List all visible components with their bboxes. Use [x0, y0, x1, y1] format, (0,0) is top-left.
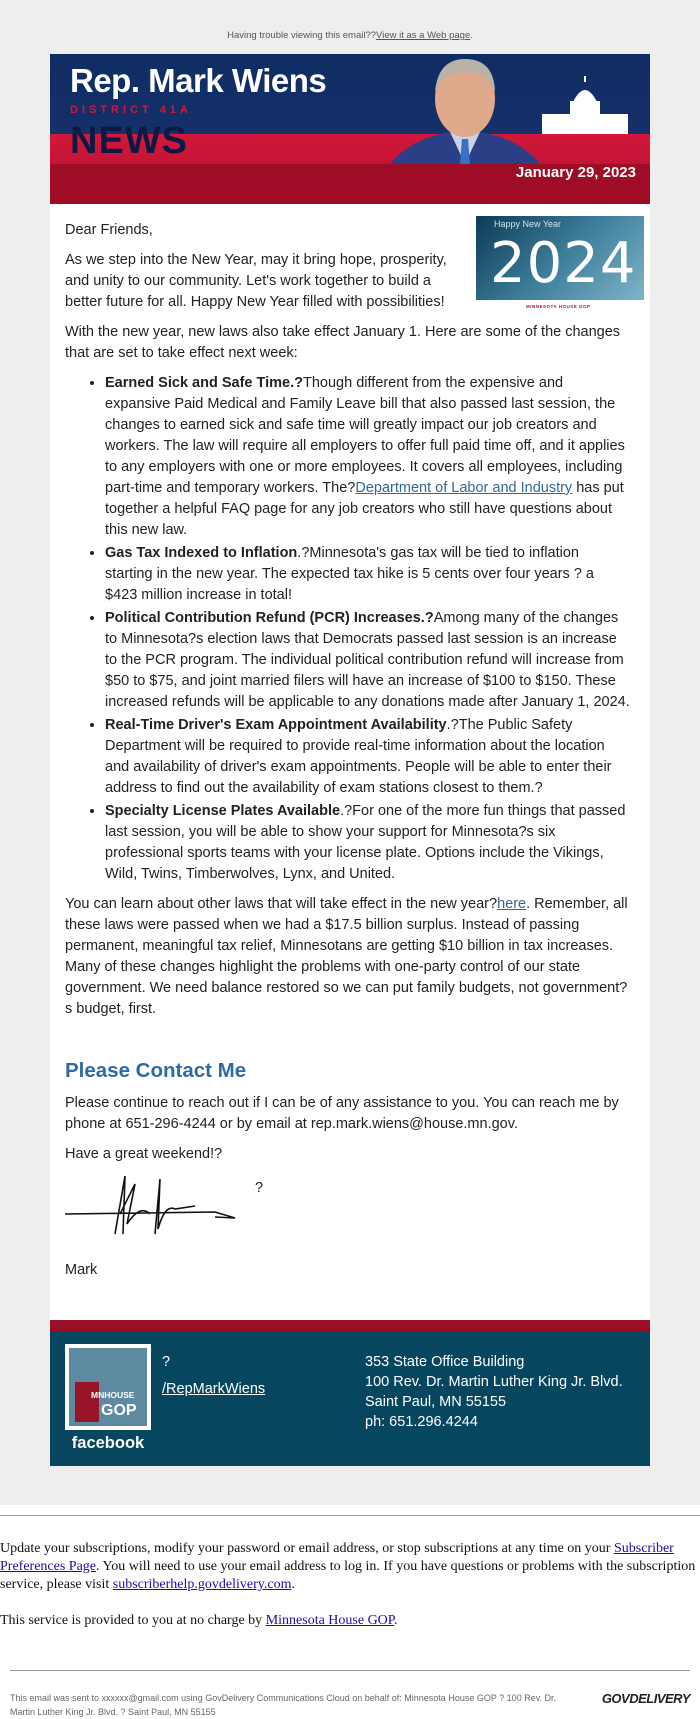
facebook-icon: facebook	[71, 1434, 145, 1452]
list-item: • Political Contribution Refund (PCR) Increases.?Among many of the changes to Minnesota?s election laws that Democrats passed last session is an increase to the PCR program. The individual political contribution refund will increase from $50 to $75, and joint married filers will have an increase of $100 to $150. These increased refunds will be applicable to any donations made after January 1, 2024.	[105, 608, 630, 713]
facebook-link[interactable]: /RepMarkWiens	[162, 1381, 266, 1397]
subscriber-preferences-link[interactable]: Subscriber Preferences Page	[0, 1541, 674, 1574]
web-page-link[interactable]: View it as a Web page	[376, 30, 471, 41]
view-online-bar: Having trouble viewing this email??View it as a Web page.	[227, 30, 473, 41]
dli-link[interactable]: Department of Labor and Industry	[355, 480, 573, 496]
subscription-notice: Update your subscriptions, modify your password or email address, or stop subscriptions at any time on your Subscriber Preferences Page. You will need to use your email address to log in. If you have questions or problems with the subscription service, please visit subscriberhelp.govdelivery.com. This service is provided to you at no charge by Minnesota House GOP.	[0, 1515, 700, 1630]
contact-paragraph: Please continue to reach out if I can be of any assistance to you. You can reach me by phone at 651-296-4244 or by email at rep.mark.wiens@house.mn.gov.	[65, 1095, 619, 1132]
contact-footer: MNHOUSE GOP facebook ? /RepMarkWiens 353 State Office Building 100 Rev. Dr. Martin Luther King Jr. Blvd. Saint Paul, MN 55155 ph: 651.296.4244	[50, 1331, 650, 1466]
district: DISTRICT 41A	[70, 104, 192, 116]
email-container	[50, 54, 650, 1466]
newsletter-banner	[50, 54, 650, 204]
rep-portrait	[380, 54, 550, 164]
footer-divider	[50, 1320, 650, 1331]
intro-paragraph: As we step into the New Year, may it bring hope, prosperity, and unity to our community. Let's work together to build a better future for all. Happy New Year filled with possibilities!	[65, 252, 447, 310]
greeting: Dear Friends,	[65, 222, 153, 238]
list-item: • Earned Sick and Safe Time.?Though different from the expensive and expansive Paid Medical and Family Leave bill that also passed last session, the changes to earned sick and safe time will greatly impact our job creators and workers. The law will require all employers to offer full paid time off, and it applies to any employers with one or more employees. It covers all employees, including part-time and temporary workers. The?Department of Labor and Industry has put together a helpful FAQ page for any job creators who still have questions about this new law.	[105, 373, 630, 541]
new-year-image: Happy New Year 2024 MINNESOTA HOUSE GOP	[476, 216, 644, 312]
weekend-line: Have a great weekend!?	[65, 1146, 223, 1162]
contact-heading: Please Contact Me	[65, 1059, 247, 1082]
laws-intro: With the new year, new laws also take effect January 1. Here are some of the changes that are set to take effect next week:	[65, 324, 621, 361]
email-body	[50, 204, 650, 1320]
rep-name: Rep. Mark Wiens	[70, 62, 327, 99]
learn-more-paragraph: You can learn about other laws that will take effect in the new year?here. Remember, all these laws were passed when we had a $17.5 billion surplus. Instead of passing permanent, meaningful tax relief, Minnesotans are getting $10 billion in tax increases. Many of these changes highlight the problems with one-party control of our state government. We need balance restored so we can put family budgets, not government?s budget, first.	[65, 896, 628, 1017]
signature-image	[65, 1174, 250, 1248]
list-item: • Specialty License Plates Available.?For one of the more fun things that passed last session, you will be able to show your support for Minnesota?s six professional sports teams with your license plate. Options include the Vikings, Wild, Twins, Timberwolves, Lynx, and United.	[105, 801, 630, 885]
office-address: 353 State Office Building 100 Rev. Dr. Martin Luther King Jr. Blvd. Saint Paul, MN 55155 ph: 651.296.4244	[365, 1354, 623, 1430]
mn-house-gop-logo: MNHOUSE GOP	[65, 1344, 151, 1430]
signoff: Mark	[65, 1262, 98, 1278]
signature: ?	[65, 1174, 630, 1248]
news-label: NEWS	[70, 120, 188, 162]
list-item: • Real-Time Driver's Exam Appointment Availability.?The Public Safety Department will be required to provide real-time information about the location and availability of driver's exam appointments. People will be able to enter their address to find out the availability of exam stations closest to them.?	[105, 715, 630, 799]
org-link[interactable]: Minnesota House GOP	[265, 1613, 395, 1628]
facebook-badge[interactable]	[65, 1344, 151, 1453]
legal-footer: This email was sent to xxxxxx@gmail.com using GovDelivery Communications Cloud on behalf of: Minnesota House GOP ? 100 Rev. Dr. Martin Luther King Jr. Blvd. ? Saint Paul, MN 55155 GOVDELIVERY	[10, 1670, 690, 1719]
govdelivery-logo: GOVDELIVERY	[601, 1691, 690, 1706]
issue-date: January 29, 2023	[515, 164, 636, 181]
capitol-icon	[540, 76, 630, 136]
subscriber-help-link[interactable]: subscriberhelp.govdelivery.com	[112, 1577, 292, 1592]
laws-list	[105, 373, 630, 885]
here-link[interactable]: here	[497, 896, 527, 912]
list-item: • Gas Tax Indexed to Inflation.?Minnesota's gas tax will be tied to inflation starting in the new year. The expected tax hike is 5 cents over four years ? a $423 million increase in total!	[105, 543, 630, 606]
